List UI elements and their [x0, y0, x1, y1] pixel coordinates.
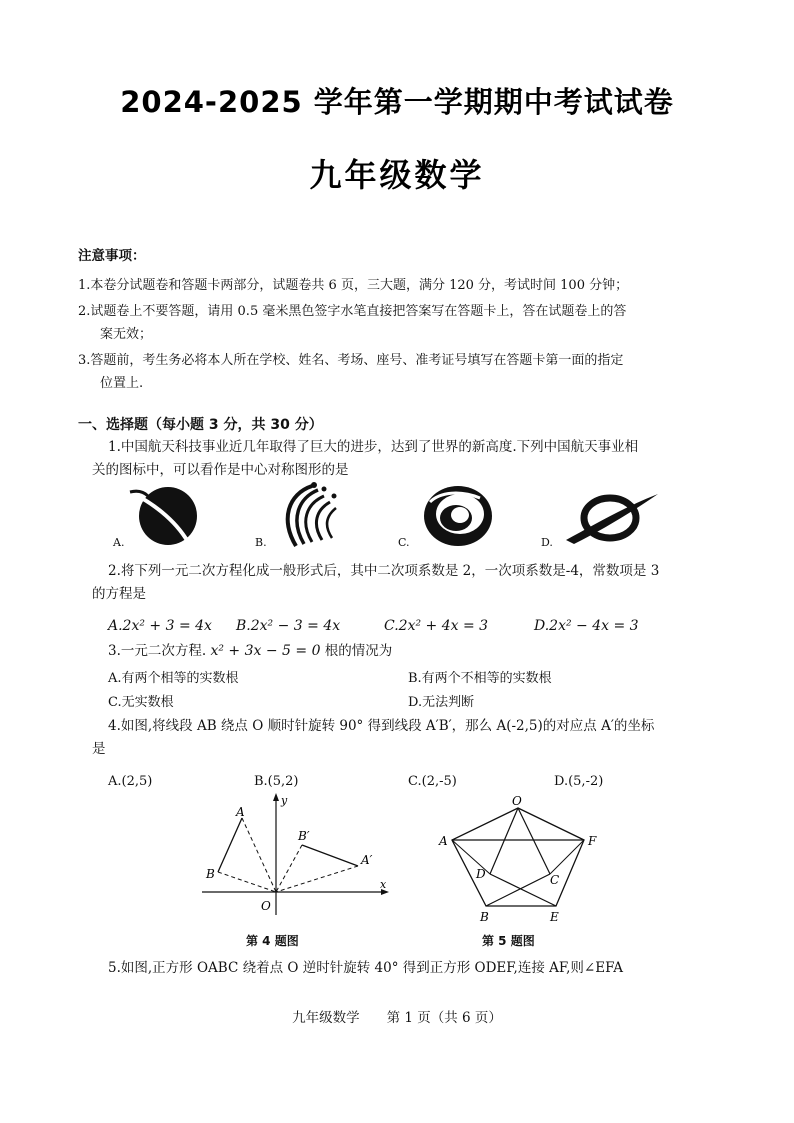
q3-option-c: C.无实数根	[108, 695, 174, 710]
fig5-caption: 第 5 题图	[482, 934, 535, 948]
orbit-zero-icon	[562, 488, 662, 546]
q2-option-d: D.2x² − 4x = 3	[534, 618, 639, 634]
q3-stem	[108, 640, 392, 662]
fig5-label-f: F	[588, 834, 597, 848]
figure-5	[432, 794, 607, 926]
notes-heading: 注意事项：	[78, 248, 146, 264]
fig4-label-a1: A′	[361, 853, 373, 867]
q4-option-d: D.(5,-2)	[554, 774, 604, 789]
q3-option-b: B.有两个不相等的实数根	[408, 671, 552, 686]
fig4-caption: 第 4 题图	[246, 934, 299, 948]
q2-option-a: A.2x² + 3 = 4x	[108, 618, 212, 634]
q3-option-a: A.有两个相等的实数根	[108, 671, 239, 686]
q2-line1: 2.将下列一元二次方程化成一般形式后，其中二次项系数是 2，一次项系数是-4，常数项是 3	[108, 563, 660, 579]
note-item-2: 2.试题卷上不要答题，请用 0.5 毫米黑色签字水笔直接把答案写在答题卡上，答在试题卷上的答	[78, 304, 627, 319]
q1-option-d: D.	[541, 536, 553, 549]
q4-option-b: B.(5,2)	[254, 774, 299, 789]
q4-line1: 4.如图,将线段 AB 绕点 O 顺时针旋转 90° 得到线段 A′B′，那么 A(-2,5)的对应点 A′的坐标	[108, 718, 655, 734]
q2-line2: 的方程是	[92, 586, 146, 602]
arc-lines-icon	[274, 480, 352, 552]
exam-subtitle: 九年级数学	[309, 156, 485, 194]
q1-line1: 1.中国航天科技事业近几年取得了巨大的进步，达到了世界的新高度.下列中国航天事业相	[108, 439, 639, 455]
q3-suffix: 根的情况为	[324, 643, 393, 659]
q1-line2: 关的图标中，可以看作是中心对称图形的是	[92, 462, 349, 478]
q1-option-a: A.	[113, 536, 125, 549]
figure-4	[196, 790, 396, 920]
note-item-3-cont: 位置上.	[100, 376, 144, 391]
fig4-label-b1: B′	[298, 829, 310, 843]
note-item-1: 1.本卷分试题卷和答题卡两部分，试题卷共 6 页，三大题，满分 120 分，考试时间 100 分钟；	[78, 278, 629, 293]
fig5-label-e: E	[550, 910, 559, 924]
q2-option-b: B.2x² − 3 = 4x	[236, 618, 341, 634]
q5-line1: 5.如图,正方形 OABC 绕着点 O 逆时针旋转 40° 得到正方形 ODEF,连接 AF,则∠EFA	[108, 960, 624, 976]
q3-prefix: 3.一元二次方程.	[108, 643, 207, 659]
fig5-label-d: D	[476, 867, 486, 881]
fig5-label-o: O	[512, 794, 522, 808]
fig5-label-b: B	[480, 910, 489, 924]
exam-title: 2024-2025 学年第一学期期中考试试卷	[120, 85, 674, 119]
fig4-label-o: O	[261, 899, 271, 913]
note-item-3: 3.答题前，考生务必将本人所在学校、姓名、考场、座号、准考证号填写在答题卡第一面的指定	[78, 353, 624, 368]
q3-equation: x² + 3x − 5 = 0	[210, 643, 321, 659]
fig5-label-a: A	[439, 834, 448, 848]
note-item-2-cont: 案无效；	[100, 327, 153, 342]
swirl-ring-icon	[420, 484, 496, 548]
q4-line2: 是	[92, 741, 106, 757]
fig4-label-a: A	[236, 805, 245, 819]
fig4-label-x: x	[380, 878, 387, 891]
fig5-label-c: C	[550, 873, 560, 887]
q2-option-c: C.2x² + 4x = 3	[384, 618, 489, 634]
fig4-label-b: B	[206, 867, 215, 881]
fig4-label-y: y	[281, 794, 288, 807]
q1-option-b: B.	[255, 536, 267, 549]
page-footer: 九年级数学 第 1 页（共 6 页）	[292, 1010, 502, 1026]
planet-ring-icon	[128, 484, 204, 546]
q4-option-c: C.(2,-5)	[408, 774, 457, 789]
q3-option-d: D.无法判断	[408, 695, 475, 710]
section-heading: 一、选择题（每小题 3 分，共 30 分）	[78, 417, 323, 433]
q4-option-a: A.(2,5)	[108, 774, 153, 789]
q1-option-c: C.	[398, 536, 410, 549]
